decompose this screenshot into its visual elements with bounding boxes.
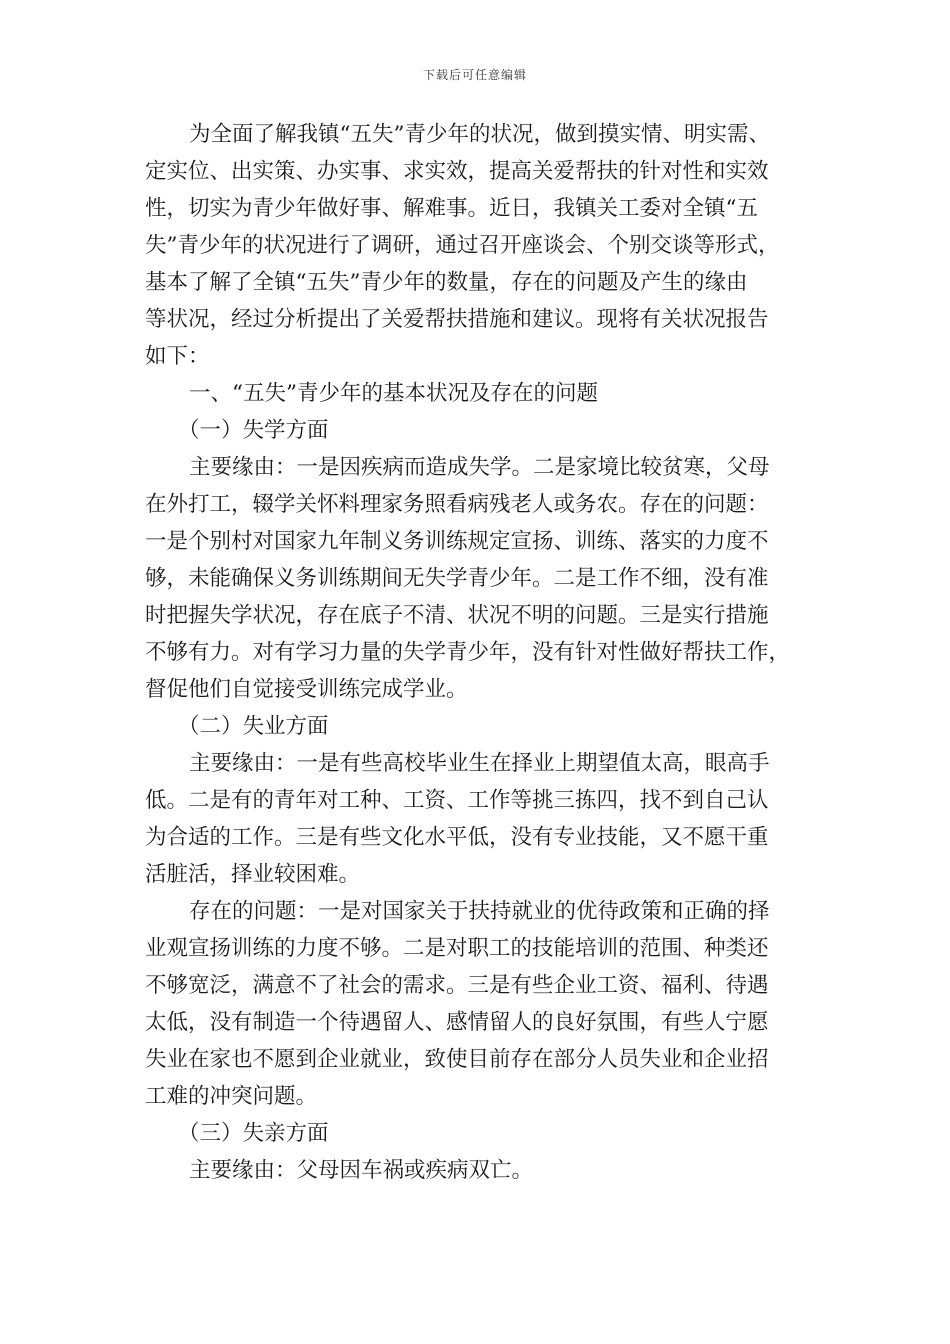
paragraph-dropout-line: 不够有力。对有学习力量的失学青少年，没有针对性做好帮扶工作， (145, 640, 791, 665)
paragraph-intro-line: 性，切实为青少年做好事、解难事。近日，我镇关工委对全镇“五 (145, 196, 758, 221)
paragraph-intro-line: 定实位、出实策、办实事、求实效，提高关爱帮扶的针对性和实效 (145, 159, 769, 184)
document-body (145, 116, 840, 1189)
paragraph-dropout-line: 够，未能确保义务训练期间无失学青少年。二是工作不细，没有准 (145, 566, 769, 591)
paragraph-unemployment-problems-line: 工难的冲突问题。 (145, 1084, 318, 1109)
page-header-note: 下载后可任意编辑 (422, 68, 527, 82)
section-heading-1: 一、“五失”青少年的基本状况及存在的问题 (189, 381, 598, 406)
paragraph-unemployment-problems-line: 不够宽泛，满意不了社会的需求。三是有些企业工资、福利、待遇 (145, 973, 769, 998)
paragraph-dropout-line: 在外打工，辍学关怀料理家务照看病残老人或务农。存在的问题： (145, 492, 769, 517)
paragraph-unemployment-problems-line: 存在的问题：一是对国家关于扶持就业的优待政策和正确的择 (189, 899, 770, 924)
paragraph-intro-line: 等状况，经过分析提出了关爱帮扶措施和建议。现将有关状况报告 (145, 307, 769, 332)
subsection-heading-orphan: （三）失亲方面 (178, 1121, 329, 1146)
paragraph-intro-line: 为全面了解我镇“五失”青少年的状况，做到摸实情、明实需、 (189, 122, 770, 147)
paragraph-intro-line: 失”青少年的状况进行了调研，通过召开座谈会、个别交谈等形式， (145, 233, 780, 258)
paragraph-unemployment-problems-line: 业观宣扬训练的力度不够。二是对职工的技能培训的范围、种类还 (145, 936, 769, 961)
paragraph-unemployment-problems-line: 太低，没有制造一个待遇留人、感情留人的良好氛围，有些人宁愿 (145, 1010, 769, 1035)
paragraph-orphan-line: 主要缘由：父母因车祸或疾病双亡。 (189, 1158, 534, 1183)
paragraph-dropout-line: 一是个别村对国家九年制义务训练规定宣扬、训练、落实的力度不 (145, 529, 769, 554)
paragraph-dropout-line: 时把握失学状况，存在底子不清、状况不明的问题。三是实行措施 (145, 603, 769, 628)
paragraph-dropout-line: 主要缘由：一是因疾病而造成失学。二是家境比较贫寒，父母 (189, 455, 770, 480)
paragraph-unemployment-line: 活脏活，择业较困难。 (145, 862, 361, 887)
subsection-heading-unemployment: （二）失业方面 (178, 714, 329, 739)
paragraph-unemployment-line: 为合适的工作。三是有些文化水平低，没有专业技能，又不愿干重 (145, 825, 769, 850)
paragraph-intro-line: 如下： (145, 344, 210, 369)
paragraph-unemployment-problems-line: 失业在家也不愿到企业就业，致使目前存在部分人员失业和企业招 (145, 1047, 769, 1072)
paragraph-unemployment-line: 主要缘由：一是有些高校毕业生在择业上期望值太高，眼高手 (189, 751, 770, 776)
paragraph-dropout-line: 督促他们自觉接受训练完成学业。 (145, 677, 468, 702)
paragraph-intro-line: 基本了解了全镇“五失”青少年的数量，存在的问题及产生的缘由 (145, 270, 748, 295)
paragraph-unemployment-line: 低。二是有的青年对工种、工资、工作等挑三拣四，找不到自己认 (145, 788, 769, 813)
subsection-heading-dropout: （一）失学方面 (178, 418, 329, 443)
